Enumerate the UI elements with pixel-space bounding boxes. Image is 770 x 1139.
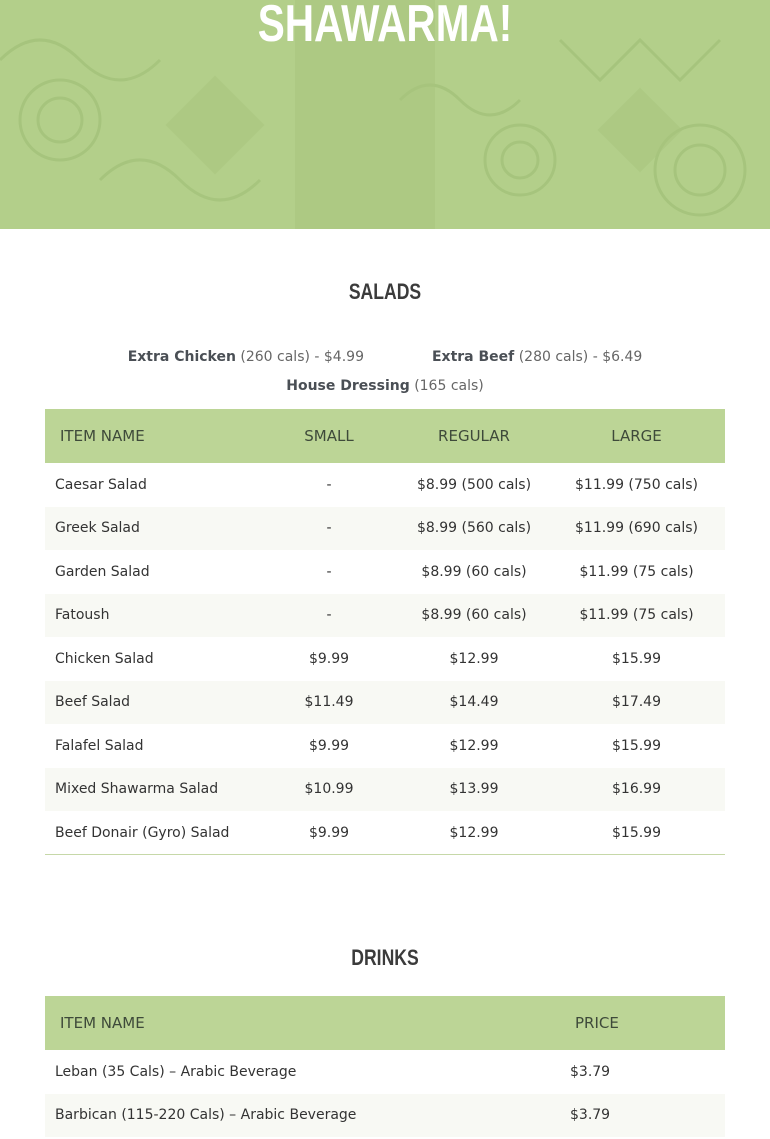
cell-small: $9.99	[308, 737, 350, 754]
table-row	[45, 463, 725, 507]
cell-small: -	[326, 476, 332, 493]
table-row	[45, 1094, 725, 1138]
cell-large: $11.99 (690 cals)	[548, 507, 725, 551]
cell-item-name: Fatoush	[45, 594, 258, 638]
table-row	[45, 811, 725, 855]
column-header-regular: REGULAR	[400, 409, 548, 463]
extra-name: Extra Chicken	[127, 348, 236, 365]
cell-regular: $8.99 (560 cals)	[400, 507, 548, 551]
table-header-row	[45, 409, 725, 463]
cell-item-name: Greek Salad	[45, 507, 258, 551]
hero-banner	[0, 0, 770, 229]
cell-small: $9.99	[308, 824, 350, 841]
column-header-small: SMALL	[258, 409, 400, 463]
cell-regular: $12.99	[449, 650, 499, 667]
cell-small: -	[258, 507, 400, 551]
cell-item-name: Leban (35 Cals) – Arabic Beverage	[55, 1063, 297, 1080]
salads-table	[45, 409, 725, 855]
hero-title: SHAWARMA!	[257, 0, 513, 53]
cell-small: $11.49	[258, 681, 400, 725]
cell-regular: $8.99 (500 cals)	[416, 476, 532, 493]
extra-detail: (165 cals)	[414, 377, 484, 394]
column-header-large: LARGE	[548, 409, 725, 463]
table-row	[45, 724, 725, 768]
table-row	[45, 594, 725, 638]
cell-large: $11.99 (750 cals)	[575, 476, 698, 493]
table-row	[45, 507, 725, 551]
salads-section-title: SALADS	[348, 279, 422, 304]
cell-small: -	[258, 594, 400, 638]
cell-small: $9.99	[308, 650, 350, 667]
cell-item-name: Beef Donair (Gyro) Salad	[55, 824, 230, 841]
cell-large: $11.99 (75 cals)	[579, 563, 694, 580]
cell-regular: $12.99	[449, 824, 499, 841]
cell-regular: $13.99	[400, 768, 548, 812]
column-header-price: PRICE	[545, 996, 725, 1050]
table-row	[45, 1050, 725, 1094]
table-row	[45, 768, 725, 812]
extra-chicken	[128, 349, 364, 365]
cell-small: $10.99	[258, 768, 400, 812]
cell-small: -	[326, 563, 332, 580]
cell-price: $3.79	[570, 1063, 611, 1080]
cell-item-name: Beef Salad	[45, 681, 258, 725]
extra-beef	[432, 349, 642, 365]
cell-regular: $14.49	[400, 681, 548, 725]
house-dressing	[286, 378, 484, 394]
cell-item-name: Chicken Salad	[55, 650, 154, 667]
salad-extras	[0, 342, 770, 400]
cell-regular: $8.99 (60 cals)	[400, 594, 548, 638]
cell-large: $11.99 (75 cals)	[548, 594, 725, 638]
table-row	[45, 637, 725, 681]
cell-item-name: Falafel Salad	[55, 737, 144, 754]
cell-regular: $12.99	[449, 737, 499, 754]
drinks-table	[45, 996, 725, 1137]
cell-large: $16.99	[548, 768, 725, 812]
cell-item-name: Caesar Salad	[55, 476, 147, 493]
cell-item-name: Barbican (115-220 Cals) – Arabic Beverage	[45, 1094, 545, 1138]
cell-large: $15.99	[612, 650, 661, 667]
cell-large: $17.49	[548, 681, 725, 725]
extra-detail: (280 cals) - $6.49	[518, 348, 643, 365]
cell-item-name: Garden Salad	[55, 563, 150, 580]
cell-large: $15.99	[612, 737, 661, 754]
table-row	[45, 550, 725, 594]
table-row	[45, 681, 725, 725]
extra-name: House Dressing	[286, 377, 410, 394]
cell-item-name: Mixed Shawarma Salad	[45, 768, 258, 812]
cell-price: $3.79	[545, 1094, 725, 1138]
cell-large: $15.99	[612, 824, 661, 841]
column-header-item-name: ITEM NAME	[45, 996, 545, 1050]
cell-regular: $8.99 (60 cals)	[421, 563, 527, 580]
drinks-section-title: DRINKS	[351, 945, 419, 970]
column-header-item-name: ITEM NAME	[45, 409, 258, 463]
table-header-row	[45, 996, 725, 1050]
extra-name: Extra Beef	[431, 348, 515, 365]
extra-detail: (260 cals) - $4.99	[240, 348, 364, 365]
